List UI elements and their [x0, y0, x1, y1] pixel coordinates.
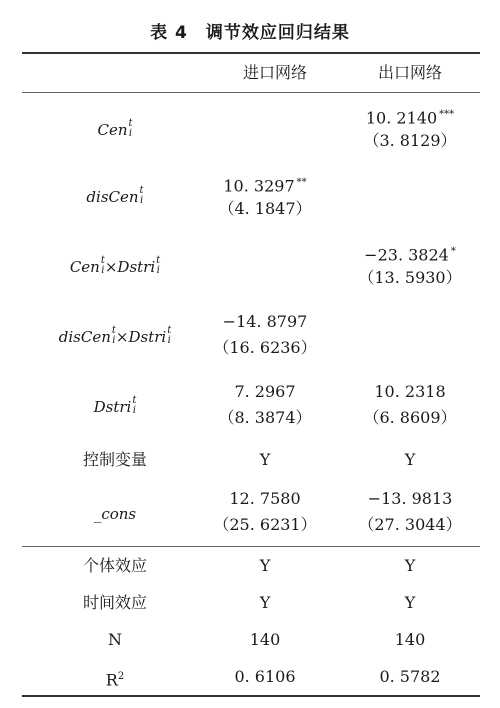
r2-sup: 2	[117, 671, 125, 682]
var-sup: t	[100, 255, 105, 266]
row-label-discen-x-dstri	[30, 326, 200, 348]
table-title	[0, 18, 500, 43]
row-label-controls: 控制变量	[82, 450, 147, 469]
cell-dstri-export: 10. 2318	[374, 382, 446, 401]
significance-stars: **	[296, 177, 307, 188]
cell-n-export: 140	[394, 630, 426, 649]
row-label-cen-x-dstri	[30, 256, 200, 278]
var-name-2: ×Dstri	[104, 258, 156, 276]
se-dstri-import: （8. 3874）	[218, 408, 312, 427]
coef-value: 10. 2140	[365, 108, 438, 128]
row-label-n: N	[108, 630, 122, 649]
cell-r2-import: 0. 6106	[234, 667, 296, 686]
var-name: disCen	[86, 188, 139, 206]
var-name: Cen	[97, 121, 128, 139]
significance-stars: *	[450, 246, 456, 257]
var-name: Cen	[69, 258, 100, 276]
var-name: Dstri	[93, 398, 132, 416]
row-label-r2	[30, 666, 200, 691]
cell-discen-import	[190, 172, 340, 197]
var-sub: i	[139, 195, 144, 206]
se-cons-export: （27. 3044）	[358, 515, 462, 534]
cell-individual-fe-export: Y	[404, 556, 416, 575]
column-header-import: 进口网络	[242, 63, 307, 82]
var-sup: t	[111, 325, 116, 336]
header-rule	[22, 92, 480, 93]
cell-cen-x-dstri-export	[340, 241, 480, 266]
cell-time-fe-import: Y	[259, 593, 271, 612]
var-sub-2: i	[167, 335, 171, 346]
coef-value: 10. 3297	[223, 176, 295, 196]
var-sup-2: t	[167, 325, 172, 336]
var-name: disCen	[58, 328, 111, 346]
mid-rule	[22, 546, 480, 547]
cell-time-fe-export: Y	[404, 593, 416, 612]
cell-n-import: 140	[249, 630, 281, 649]
cell-cons-export: −13. 9813	[367, 489, 453, 508]
row-label-dstri	[30, 396, 200, 418]
table-caption: 调节效应回归结果	[205, 23, 350, 43]
bottom-rule	[22, 695, 480, 697]
var-sub: i	[101, 265, 105, 276]
cell-cen-export	[340, 104, 480, 129]
se-discen-import: （4. 1847）	[218, 199, 312, 218]
cell-r2-export: 0. 5782	[379, 667, 441, 686]
var-sup: t	[139, 185, 144, 196]
se-cen-x-dstri-export: （13. 5930）	[358, 268, 462, 287]
se-cons-import: （25. 6231）	[213, 515, 317, 534]
r2-base: R	[105, 670, 118, 690]
var-name-2: ×Dstri	[115, 328, 167, 346]
column-header-export: 出口网络	[377, 63, 442, 82]
coef-value: −23. 3824	[364, 245, 449, 265]
cell-dstri-import: 7. 2967	[234, 382, 296, 401]
var-sup-2: t	[156, 255, 161, 266]
cell-controls-import: Y	[259, 450, 271, 469]
se-cen-export: （3. 8129）	[363, 131, 457, 150]
row-label-time-fe: 时间效应	[82, 593, 147, 612]
top-rule	[22, 52, 480, 54]
cell-controls-export: Y	[404, 450, 416, 469]
row-label-cons: _cons	[93, 505, 137, 523]
se-dstri-export: （6. 8609）	[363, 408, 457, 427]
var-sub: i	[112, 335, 116, 346]
row-label-discen	[30, 186, 200, 208]
row-label-individual-fe: 个体效应	[82, 556, 147, 575]
cell-cons-import: 12. 7580	[229, 489, 301, 508]
row-label-cen	[30, 119, 200, 141]
se-discen-x-dstri-import: （16. 6236）	[213, 338, 317, 357]
cell-discen-x-dstri-import: −14. 8797	[222, 312, 308, 331]
var-sup: t	[132, 395, 137, 406]
var-sub: i	[128, 128, 133, 139]
table-label: 表 4	[150, 23, 188, 43]
var-sub-2: i	[156, 265, 160, 276]
cell-individual-fe-import: Y	[259, 556, 271, 575]
var-sub: i	[132, 405, 136, 416]
var-sup: t	[128, 118, 133, 129]
significance-stars: ***	[439, 109, 455, 120]
